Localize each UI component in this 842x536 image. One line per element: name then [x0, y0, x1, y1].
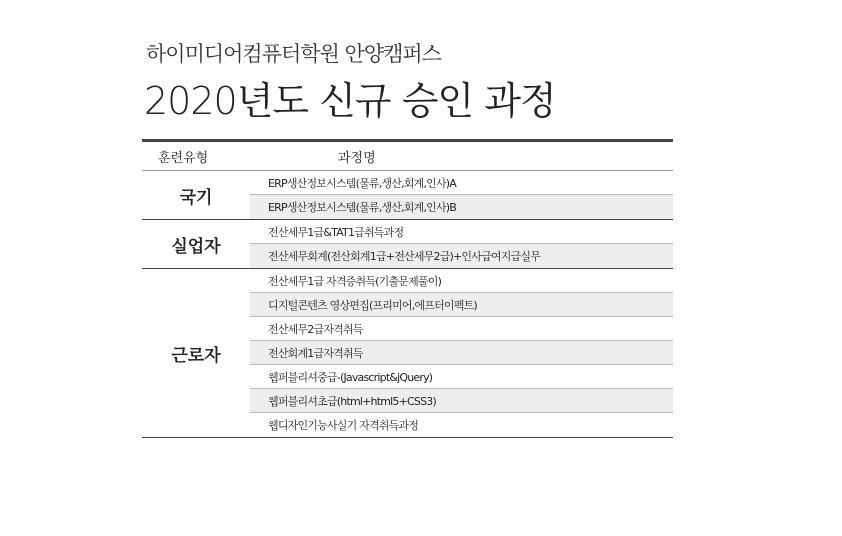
table-row: ERP생산정보시스템(물류,생산,회계,인사)A [250, 171, 673, 195]
group-label: 실업자 [171, 236, 221, 257]
table-row: 전산회계1급자격취득 [250, 341, 673, 365]
table-row: 전산세무1급 자격증취득(기출문제풀이) [250, 269, 673, 293]
table-row: 웹디자인기능사실기 자격취득과정 [268, 419, 419, 432]
table-header [142, 142, 673, 171]
group-national [142, 171, 673, 220]
group-employed [142, 269, 673, 438]
table-row: 전산세무회계(전산회계1급+전산세무2급)+인사급여지급실무 [250, 244, 673, 268]
table-row: ERP생산정보시스템(물류,생산,회계,인사)B [250, 195, 673, 219]
table-row: 웹퍼블리셔초급(html+html5+CSS3) [250, 389, 673, 413]
column-header-training-type: 훈련유형 [158, 150, 209, 166]
group-label: 근로자 [171, 345, 221, 366]
table-row: 웹퍼블리셔중급-(Javascript&jQuery) [250, 365, 673, 389]
table-row: 전산세무2급자격취득 [250, 317, 673, 341]
column-header-course-name: 과정명 [338, 150, 376, 166]
page-title: 2020년도 신규 승인 과정 [144, 79, 556, 123]
course-table [142, 139, 673, 438]
academy-name: 하이미디어컴퓨터학원 안양캠퍼스 [146, 42, 441, 66]
table-row: 디지털콘텐츠 영상편집(프리미어,에프터이펙트) [250, 293, 673, 317]
table-row: 전산세무1급&TAT1급취득과정 [250, 220, 673, 244]
group-unemployed [142, 220, 673, 269]
group-label: 국기 [179, 187, 213, 208]
